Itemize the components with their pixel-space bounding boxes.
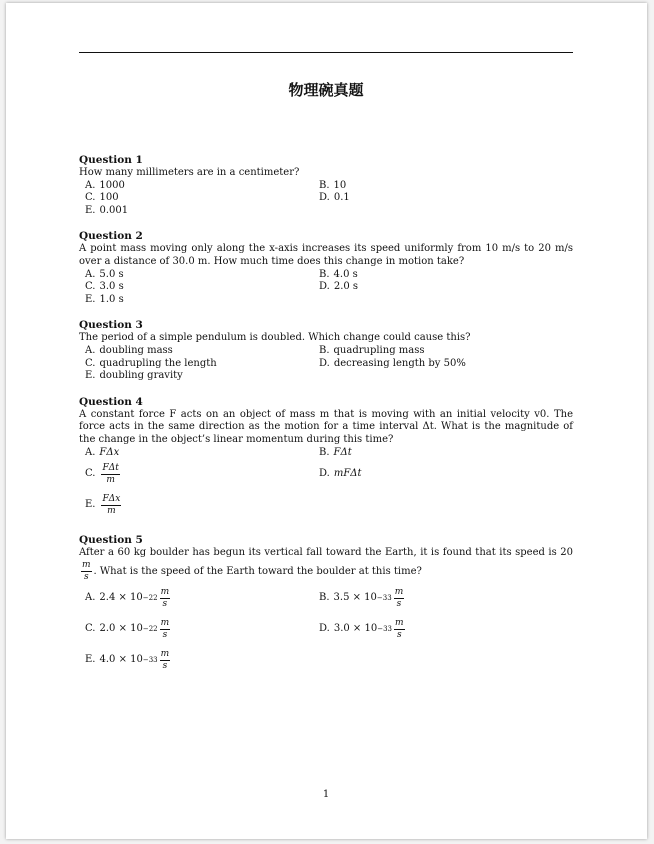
option-d: D. mFΔt (319, 468, 362, 480)
option-d: D. decreasing length by 50% (319, 357, 466, 369)
option-e: E. $\frac{\text{FΔx}}{m}$ (85, 494, 121, 517)
options-list (79, 583, 573, 676)
option-d: D. 0.1 (319, 192, 350, 204)
questions-container (79, 154, 573, 689)
option-a: A. 2.4 × 10 −22 $\frac{m}{s}$ (85, 586, 170, 609)
option-e: E. doubling gravity (85, 370, 183, 382)
options-list (79, 269, 573, 307)
unit-fraction: $\frac{m}{s}$ (82, 559, 91, 582)
question-text: How many millimeters are in a centimeter? (79, 167, 300, 178)
question-heading: Question 4 (79, 395, 143, 408)
option-c: C. quadrupling the length (85, 357, 217, 369)
question-heading: Question 3 (79, 319, 143, 332)
option-c: C. $\frac{\text{FΔt}}{m}$ (85, 463, 119, 486)
header-rule (79, 52, 573, 53)
question-heading: Question 5 (79, 534, 143, 547)
option-b: B. 10 (319, 179, 347, 191)
option-d: D. 3.0 × 10 −33 $\frac{m}{s}$ (319, 617, 404, 640)
option-c: C. 2.0 × 10 −22 $\frac{m}{s}$ (85, 617, 170, 640)
option-c: C. 100 (85, 192, 119, 204)
question-5 (79, 534, 573, 676)
question-1 (79, 154, 573, 217)
question-text: After a 60 kg boulder has begun its vertical fall toward the Earth, it is found that its speed is 20 $\frac{m}{s}$ . What is the speed of the Earth toward the boulder at this time? (79, 547, 573, 582)
option-e: E. 1.0 s (85, 293, 124, 305)
question-2 (79, 230, 573, 306)
option-d: D. 2.0 s (319, 281, 359, 293)
options-list (79, 180, 573, 218)
page-title: 物理碗真题 (288, 81, 364, 99)
fraction: $\frac{\text{FΔx}}{m}$ (102, 494, 121, 517)
question-heading: Question 1 (79, 154, 143, 166)
options-list (79, 447, 573, 522)
document-page (6, 3, 647, 839)
page-number: 1 (322, 789, 330, 800)
question-text: A constant force F acts on an object of mass m that is moving with an initial velocity v0. The force acts in the same direction as the motion for a time interval Δt. What is the magnitude of the change in the object’s linear momentum during this time? (79, 408, 573, 445)
option-a: A. 5.0 s (85, 268, 124, 280)
options-list (79, 345, 573, 383)
fraction: $\frac{\text{FΔt}}{m}$ (102, 463, 119, 486)
option-b: B. 3.5 × 10 −33 $\frac{m}{s}$ (319, 586, 404, 609)
option-b: B. 4.0 s (319, 268, 358, 280)
question-text: The period of a simple pendulum is doubled. Which change could cause this? (79, 332, 471, 344)
option-e: E. 0.001 (85, 204, 129, 216)
question-4 (79, 396, 573, 521)
option-b: B. quadrupling mass (319, 344, 425, 356)
option-a: A. FΔx (85, 446, 120, 458)
option-a: A. 1000 (85, 179, 125, 191)
question-heading: Question 2 (79, 230, 143, 243)
question-text: A point mass moving only along the x-axis increases its speed uniformly from 10 m/s to 20 m/s over a distance of 30.0 m. How much time does this change in motion take? (79, 243, 573, 267)
option-b: B. FΔt (319, 446, 352, 458)
option-e: E. 4.0 × 10 −33 $\frac{m}{s}$ (85, 648, 170, 671)
option-a: A. doubling mass (85, 344, 173, 356)
option-c: C. 3.0 s (85, 281, 124, 293)
question-3 (79, 319, 573, 382)
